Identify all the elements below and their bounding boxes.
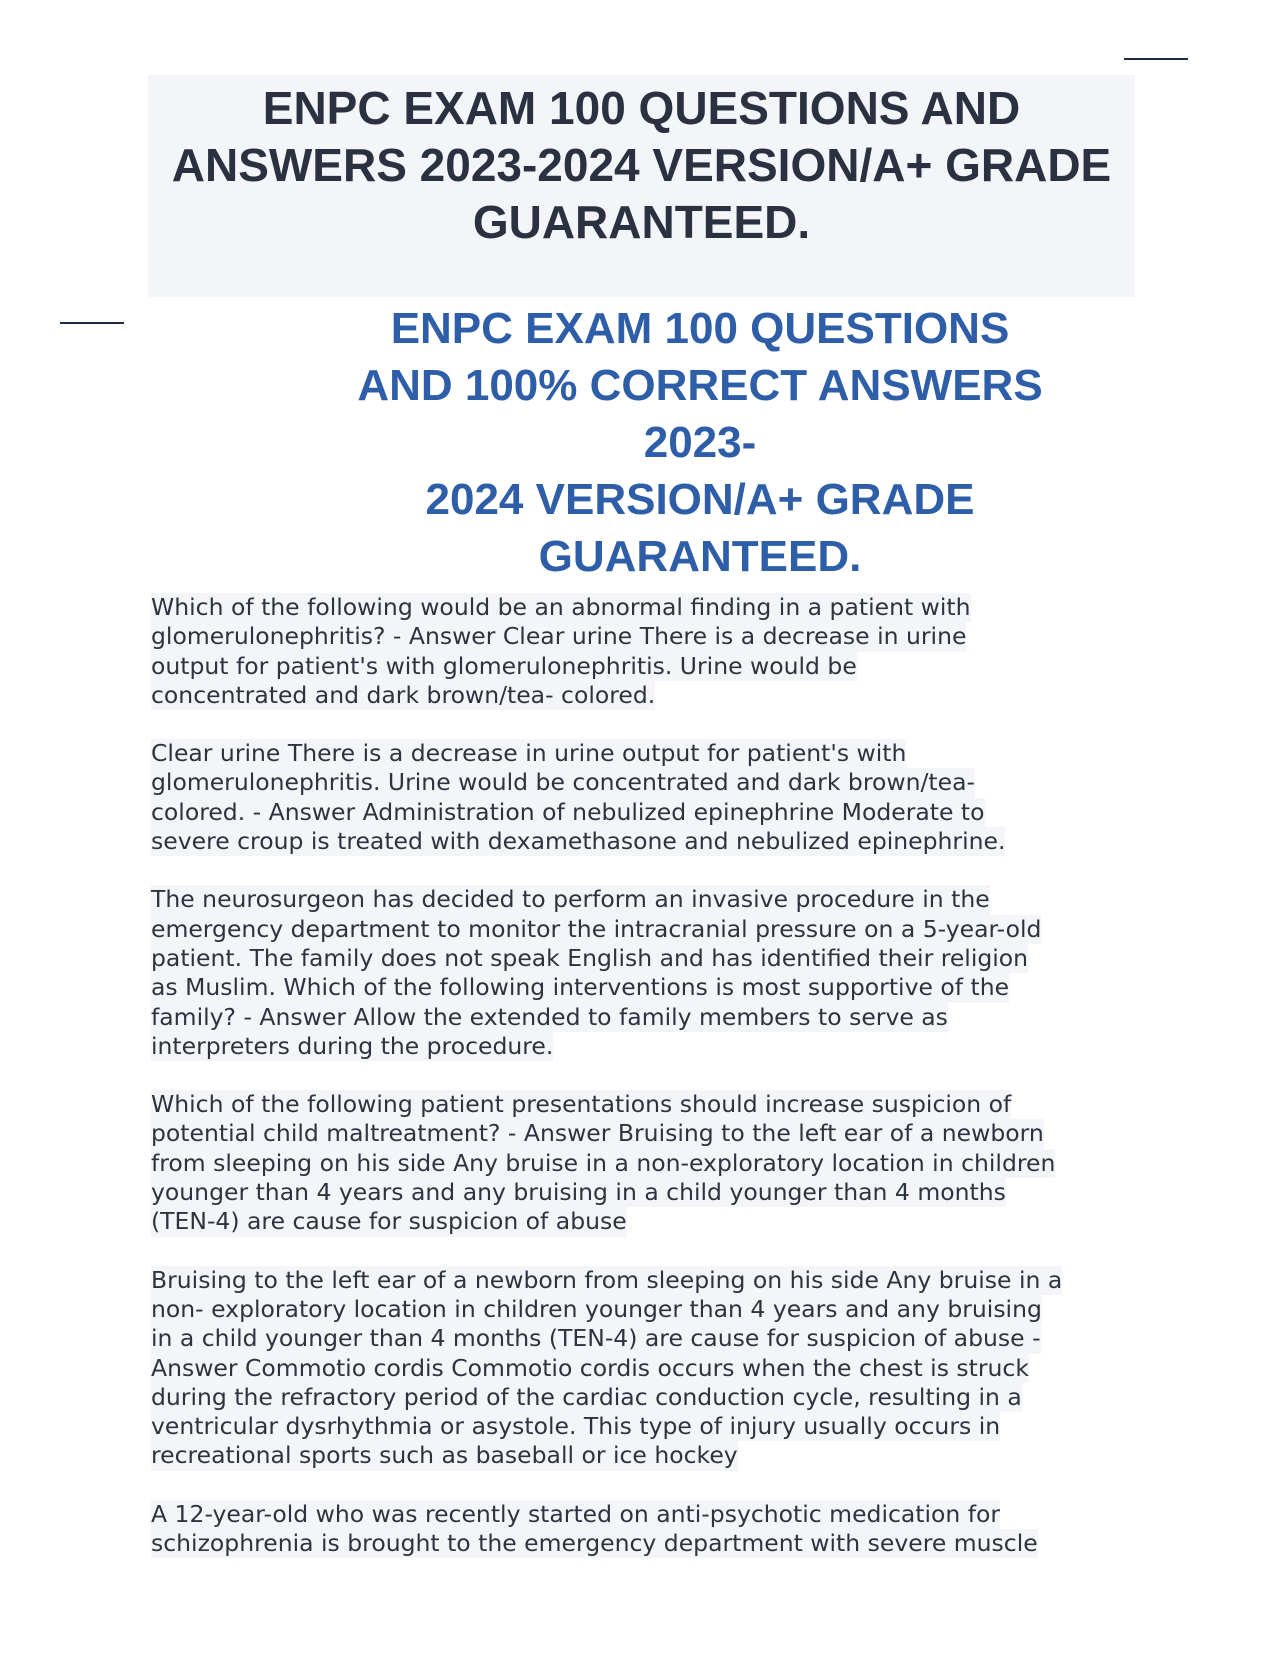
title-line: ENPC EXAM 100 QUESTIONS AND bbox=[262, 82, 1021, 134]
title-banner bbox=[148, 75, 1135, 297]
text-line: concentrated and dark brown/tea- colored. bbox=[151, 680, 656, 709]
text-line: output for patient's with glomerulonephritis. Urine would be bbox=[151, 651, 857, 680]
text-line: family? - Answer Allow the extended to family members to serve as bbox=[151, 1002, 948, 1031]
document-title bbox=[148, 75, 1135, 251]
text-line: colored. - Answer Administration of nebulized epinephrine Moderate to bbox=[151, 797, 985, 826]
text-line: glomerulonephritis? - Answer Clear urine There is a decrease in urine bbox=[151, 622, 967, 651]
text-line: ventricular dysrhythmia or asystole. This type of injury usually occurs in bbox=[151, 1412, 1001, 1441]
text-line: interpreters during the procedure. bbox=[151, 1031, 554, 1060]
qa-paragraph bbox=[151, 739, 1141, 856]
text-line: Which of the following patient presentations should increase suspicion of bbox=[151, 1090, 1012, 1119]
subtitle-line: GUARANTEED. bbox=[538, 532, 862, 581]
qa-paragraph bbox=[151, 593, 1141, 710]
text-line: severe croup is treated with dexamethasone and nebulized epinephrine. bbox=[151, 827, 1006, 856]
qa-paragraph bbox=[151, 1266, 1141, 1471]
text-line: potential child maltreatment? - Answer Bruising to the left ear of a newborn bbox=[151, 1119, 1044, 1148]
title-line: ANSWERS 2023-2024 VERSION/A+ GRADE bbox=[171, 139, 1112, 191]
text-line: A 12-year-old who was recently started on anti-psychotic medication for bbox=[151, 1499, 1001, 1528]
text-line: Answer Commotio cordis Commotio cordis occurs when the chest is struck bbox=[151, 1353, 1029, 1382]
text-line: during the refractory period of the cardiac conduction cycle, resulting in a bbox=[151, 1382, 1022, 1411]
text-line: recreational sports such as baseball or ice hockey bbox=[151, 1441, 738, 1470]
text-line: emergency department to monitor the intracranial pressure on a 5-year-old bbox=[151, 914, 1042, 943]
decorative-rule-left bbox=[60, 322, 124, 324]
subtitle-line: AND 100% CORRECT ANSWERS bbox=[357, 361, 1043, 410]
text-line: as Muslim. Which of the following interventions is most supportive of the bbox=[151, 973, 1010, 1002]
text-line: patient. The family does not speak English and has identified their religion bbox=[151, 943, 1029, 972]
subtitle-line: ENPC EXAM 100 QUESTIONS bbox=[390, 304, 1010, 353]
title-line: GUARANTEED. bbox=[472, 196, 811, 248]
qa-paragraph bbox=[151, 1500, 1141, 1559]
text-line: (TEN-4) are cause for suspicion of abuse bbox=[151, 1207, 627, 1236]
document-subtitle bbox=[300, 300, 1100, 585]
text-line: schizophrenia is brought to the emergency department with severe muscle bbox=[151, 1529, 1038, 1558]
question-answer-body bbox=[151, 593, 1141, 1587]
text-line: in a child younger than 4 months (TEN-4) are cause for suspicion of abuse - bbox=[151, 1324, 1041, 1353]
text-line: non- exploratory location in children younger than 4 years and any bruising bbox=[151, 1294, 1042, 1323]
qa-paragraph bbox=[151, 1090, 1141, 1236]
text-line: Clear urine There is a decrease in urine output for patient's with bbox=[151, 739, 907, 768]
text-line: glomerulonephritis. Urine would be concentrated and dark brown/tea- bbox=[151, 768, 975, 797]
text-line: Bruising to the left ear of a newborn from sleeping on his side Any bruise in a bbox=[151, 1265, 1063, 1294]
qa-paragraph bbox=[151, 885, 1141, 1061]
subtitle-line: 2023- bbox=[643, 418, 757, 467]
subtitle-line: 2024 VERSION/A+ GRADE bbox=[425, 475, 975, 524]
text-line: from sleeping on his side Any bruise in a non-exploratory location in children bbox=[151, 1148, 1056, 1177]
text-line: The neurosurgeon has decided to perform an invasive procedure in the bbox=[151, 885, 990, 914]
text-line: Which of the following would be an abnormal finding in a patient with bbox=[151, 593, 971, 621]
text-line: younger than 4 years and any bruising in a child younger than 4 months bbox=[151, 1178, 1006, 1207]
decorative-rule-top-right bbox=[1124, 58, 1188, 60]
